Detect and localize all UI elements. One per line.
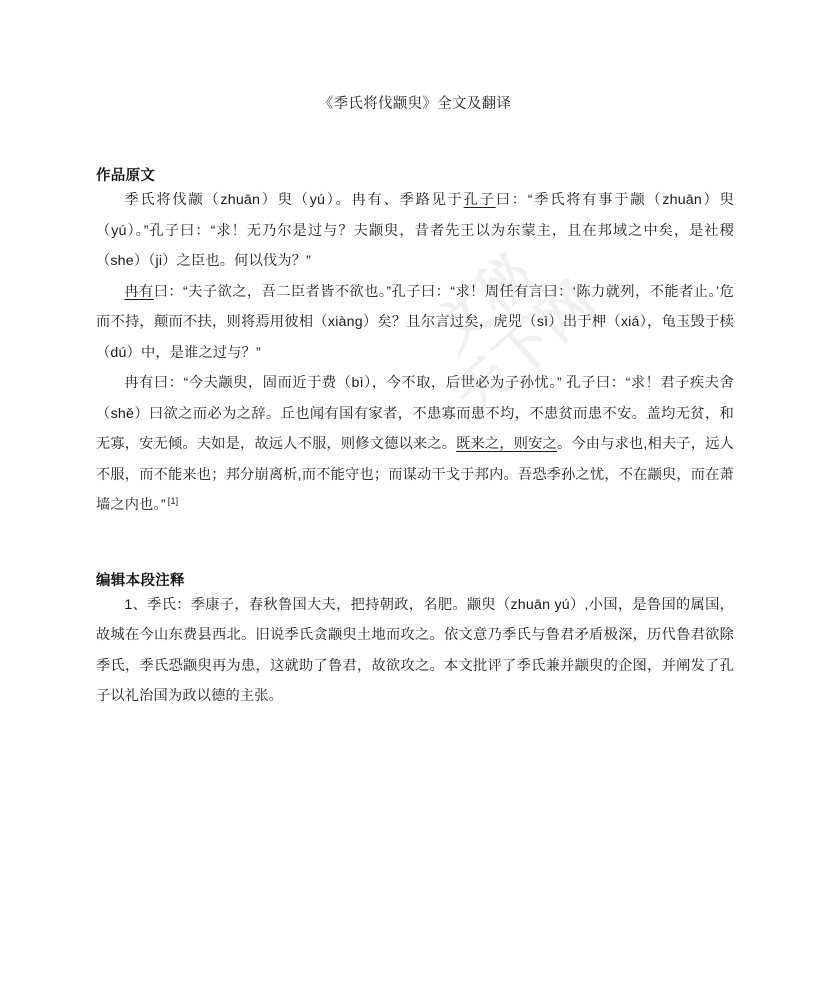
section-heading-original-work: 作品原文 <box>96 168 156 184</box>
section-heading-notes: 编辑本段注释 <box>96 572 185 589</box>
page-title: 《季氏将伐颛臾》全文及翻译 <box>318 96 512 112</box>
paragraph-note-1 <box>96 590 734 712</box>
underlined-term-ranyou: 冉有 <box>124 283 154 300</box>
paragraph-original-1 <box>96 185 734 277</box>
paragraph-original-2 <box>96 277 734 369</box>
text-run: 1、季氏：季康子，春秋鲁国大夫，把持朝政，名肥。颛臾（zhuān yú）,小国，是鲁国的属国，故城在今山东费县西北。旧说季氏贪颛臾土地而攻之。依文意乃季氏与鲁君矛盾极深，历代鲁君欲除季氏，季氏恐颛臾再为患，这就助了鲁君，故欲攻之。本文批评了季氏兼并颛臾的企图，并阐发了孔子以礼治国为政以德的主张。 <box>96 596 734 705</box>
text-run: 。今由与求也,相夫子，远人不服，而不能来也；邦分崩离析,而不能守也；而谋动干戈于邦内。吾恐季孙之忧，不在颛臾，而在萧墙之内也。” <box>96 436 734 514</box>
underlined-term-kongzi: 孔子 <box>463 192 496 208</box>
watermark-text: 文秘 天下网 <box>422 242 608 428</box>
text-run: 季氏将伐颛（zhuān）臾（yú）。冉有、季路见于 <box>124 192 464 208</box>
citation-reference-1[interactable]: [1] <box>167 495 179 506</box>
text-run: 冉有曰：“今夫颛臾，固而近于费（bì），今不取，后世必为子孙忧。” 孔子曰：“求！君子疾夫舍（shě）曰欲之而必为之辞。丘也闻有国有家者，不患寡而患不均，不患贫而患不安。盖均无贫，和无寡，安无倾。夫如是，故远人不服，则修文德以来之。 <box>96 375 734 453</box>
paragraph-original-3 <box>96 368 734 521</box>
underlined-term-jilaizhi: 既来之，则安之 <box>456 436 557 453</box>
text-run: 曰：“夫子欲之，吾二臣者皆不欲也。”孔子曰：“求！周任有言曰：‘陈力就列，不能者止。’危而不持，颠而不扶，则将焉用彼相（xiàng）矣？且尔言过矣，虎兕（sì）出于柙（xiá），龟玉毁于椟（dú）中，是谁之过与？” <box>96 283 734 361</box>
text-run: 曰：“季氏将有事于颛（zhuān）臾（yú）。”孔子曰：“求！无乃尔是过与？夫颛臾，昔者先王以为东蒙主，且在邦域之中矣，是社稷（she）（ji）之臣也。何以伐为？” <box>96 192 734 270</box>
